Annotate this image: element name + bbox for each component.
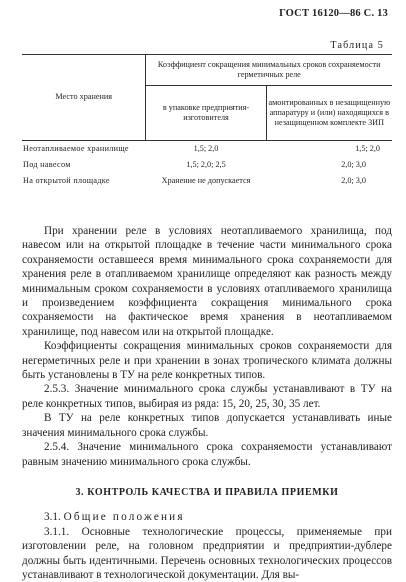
paragraph: Коэффициенты сокращения минимальных сроков сохраняемости для негерметичных реле и при хранении в зонах тропического климата должны быть установлены в ТУ на реле конкретных типов.	[22, 340, 392, 382]
row-mounted-value: 2,0; 3,0	[341, 159, 366, 169]
subsection-number: 3.1.	[44, 511, 61, 524]
table-caption: Таблица 5	[330, 40, 384, 51]
subsection-title: Общие положения	[63, 511, 185, 524]
subsection-heading	[22, 510, 392, 524]
paragraph: 2.5.4. Значение минимального срока сохраняемости устанавливают равным значению минимального срока службы.	[22, 441, 392, 468]
row-pack-value: 1,5; 2,0	[146, 141, 266, 158]
header-coefficient: Коэффициент сокращения минимальных сроков сохраняемости герметичных реле	[146, 55, 392, 86]
row-pack-value: Хранение не допускается	[161, 175, 251, 185]
row-mounted-value: 2,0; 3,0	[341, 175, 366, 185]
row-place: Неотапливаемое хранилище	[22, 141, 146, 158]
section-heading: 3. КОНТРОЛЬ КАЧЕСТВА И ПРАВИЛА ПРИЕМКИ	[75, 486, 339, 498]
header-mounted: амонтированных в незащищенную аппаратуру и (или) находящихся в незащищенном комплекте ЗИП	[266, 86, 392, 141]
paragraph: В ТУ на реле конкретных типов допускается устанавливать иные значения минимального срока службы.	[22, 412, 392, 439]
row-pack-value: 1,5; 2,0; 2,5	[186, 159, 226, 169]
paragraph: 3.1.1. Основные технологические процессы, применяемые при изготовлении реле, на головном предприятии и предприятии-дублере должны быть идентичными. Перечень основных технологических процессов устанавливают в технологической документации. Для вы-	[22, 525, 392, 581]
paragraph: При хранении реле в условиях неотапливаемого хранилища, под навесом или на открытой площадке в течение части минимального срока сохраняемости оставшееся время минимального срока сохраняемости для хранения реле в отапливаемом хранилище определяют как разность между минимальным сроком сохраняемости в условиях отапливаемого хранилища и произведением коэффициента сокращения минимального срока сохраняемости на фактическое время хранения в неотапливаемом хранилище, под навесом или на открытой площадке.	[22, 225, 392, 338]
page-header: ГОСТ 16120—86 С. 13	[279, 8, 388, 19]
storage-coefficient-table	[22, 54, 392, 189]
row-place: На открытой площадке	[23, 175, 110, 185]
row-mounted-value: 1,5; 2,0	[266, 141, 392, 158]
row-place: Под навесом	[23, 159, 71, 169]
body-text	[22, 224, 392, 582]
header-in-package: в упаковке предприятия-изготовителя	[146, 86, 266, 141]
header-storage-place: Место хранения	[22, 55, 146, 141]
paragraph: 2.5.3. Значение минимального срока службы устанавливают в ТУ на реле конкретных типов, выбирая из ряда: 15, 20, 25, 30, 35 лет.	[22, 383, 392, 410]
